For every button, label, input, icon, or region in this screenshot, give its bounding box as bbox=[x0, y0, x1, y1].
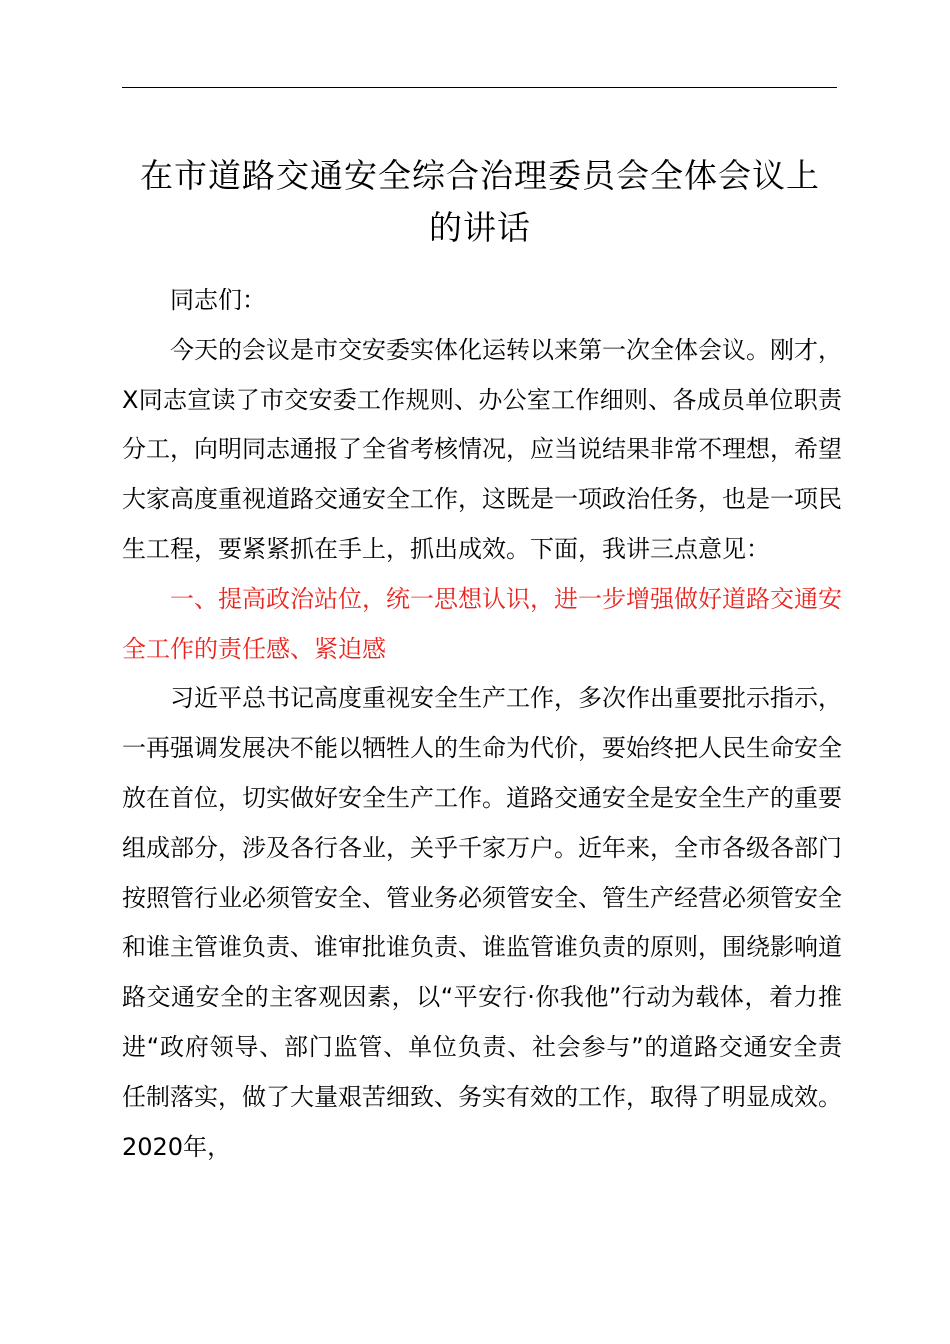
title-line-1: 在市道路交通安全综合治理委员会全体会议上 bbox=[140, 156, 820, 195]
document-body bbox=[122, 276, 842, 1172]
paragraph: 今天的会议是市交安委实体化运转以来第一次全体会议。刚才，X同志宣读了市交安委工作规则、办公室工作细则、各成员单位职责分工，向明同志通报了全省考核情况，应当说结果非常不理想，希望大家高度重视道路交通安全工作，这既是一项政治任务，也是一项民生工程，要紧紧抓在手上，抓出成效。下面，我讲三点意见： bbox=[122, 335, 842, 563]
section-heading: 一、提高政治站位，统一思想认识，进一步增强做好道路交通安全工作的责任感、紧迫感 bbox=[122, 584, 842, 663]
document-title bbox=[100, 150, 860, 254]
paragraph: 习近平总书记高度重视安全生产工作，多次作出重要批示指示，一再强调发展决不能以牺牲人的生命为代价，要始终把人民生命安全放在首位，切实做好安全生产工作。道路交通安全是安全生产的重要组成部分，涉及各行各业，关乎千家万户。近年来，全市各级各部门按照管行业必须管安全、管业务必须管安全、管生产经营必须管安全和谁主管谁负责、谁审批谁负责、谁监管谁负责的原则，围绕影响道路交通安全的主客观因素，以“平安行·你我他”行动为载体，着力推进“政府领导、部门监管、单位负责、社会参与”的道路交通安全责任制落实，做了大量艰苦细致、务实有效的工作，取得了明显成效。2020年， bbox=[122, 684, 842, 1161]
header-rule bbox=[122, 87, 837, 88]
title-line-2: 的讲话 bbox=[429, 208, 531, 247]
salutation: 同志们： bbox=[170, 286, 266, 314]
